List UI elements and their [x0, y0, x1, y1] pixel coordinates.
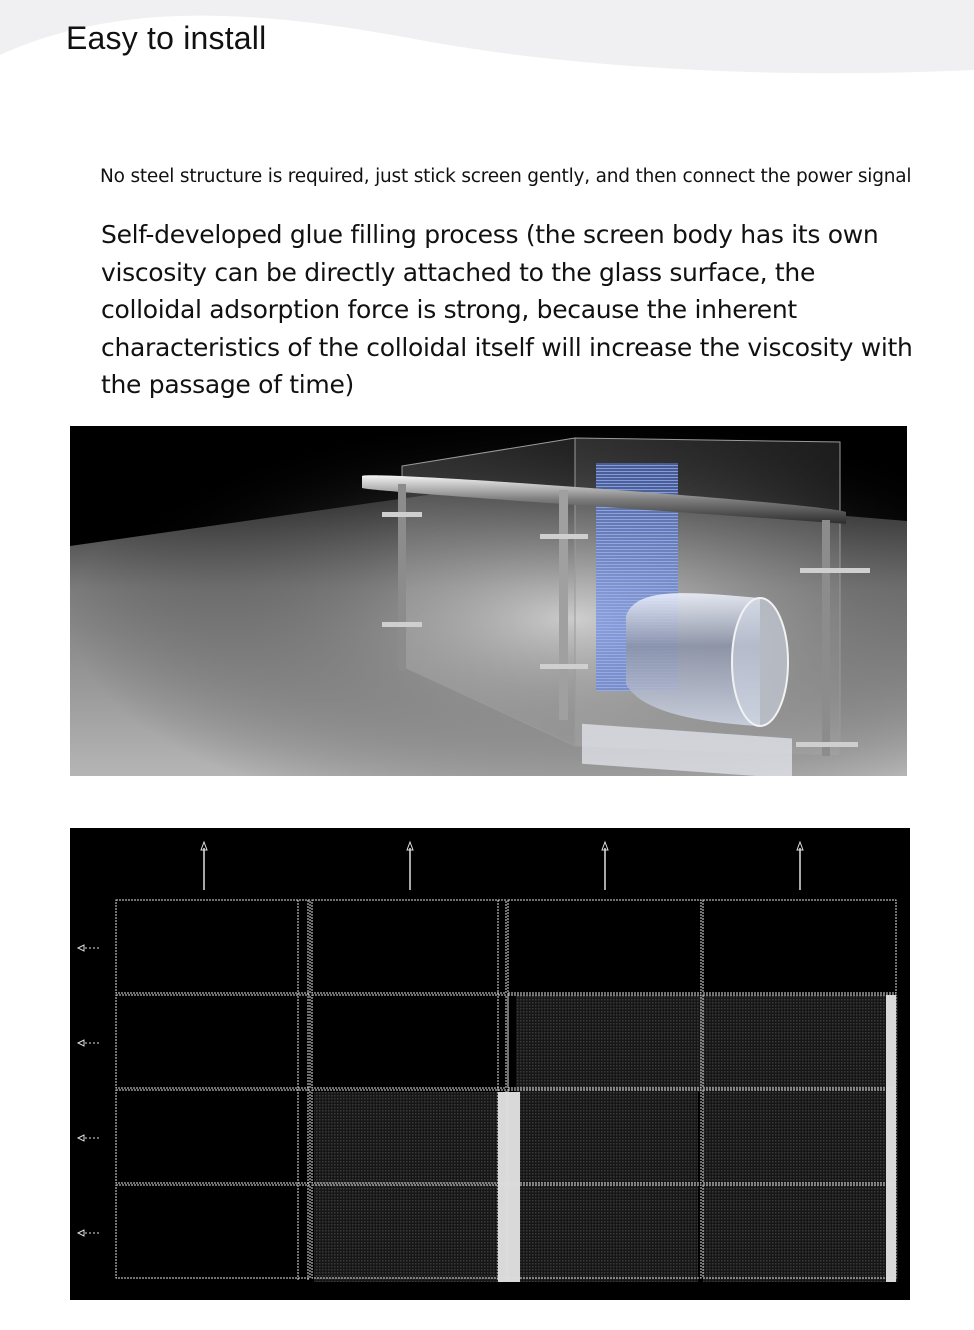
- cabinet-cell: [116, 900, 310, 993]
- led-strip: [498, 1092, 520, 1282]
- description-paragraph: Self-developed glue filling process (the screen body has its own viscosity can be directly attached to the glass surface, the colloidal adsorption force is strong, because the inherent characteristics of the colloidal itself will increase the viscosity with the passage of time): [101, 220, 913, 399]
- cabinet-layout-diagram: [70, 828, 910, 1300]
- led-area: [703, 995, 898, 1282]
- cabinet-cell: [116, 1185, 310, 1278]
- signal-arrow-head: [78, 1135, 84, 1141]
- led-area: [516, 995, 703, 1092]
- cabinet-cell: [508, 900, 701, 993]
- signal-arrow-head: [78, 1040, 84, 1046]
- led-strip: [886, 995, 896, 1282]
- cabinet-cell: [703, 900, 896, 993]
- signal-arrow-head: [78, 1230, 84, 1236]
- product-photo: [70, 426, 907, 776]
- cabinet-cell: [116, 995, 310, 1088]
- cabinet-cell: [312, 900, 506, 993]
- page-title: Easy to install: [66, 20, 267, 56]
- cabinet-grid: [70, 828, 910, 1300]
- cabinet-cell: [116, 1090, 310, 1183]
- subtitle: No steel structure is required, just stick screen gently, and then connect the power signal: [100, 166, 912, 187]
- signal-arrow-head: [78, 945, 84, 951]
- cabinet-cell: [312, 995, 506, 1088]
- glass-railing-illustration: [70, 426, 907, 776]
